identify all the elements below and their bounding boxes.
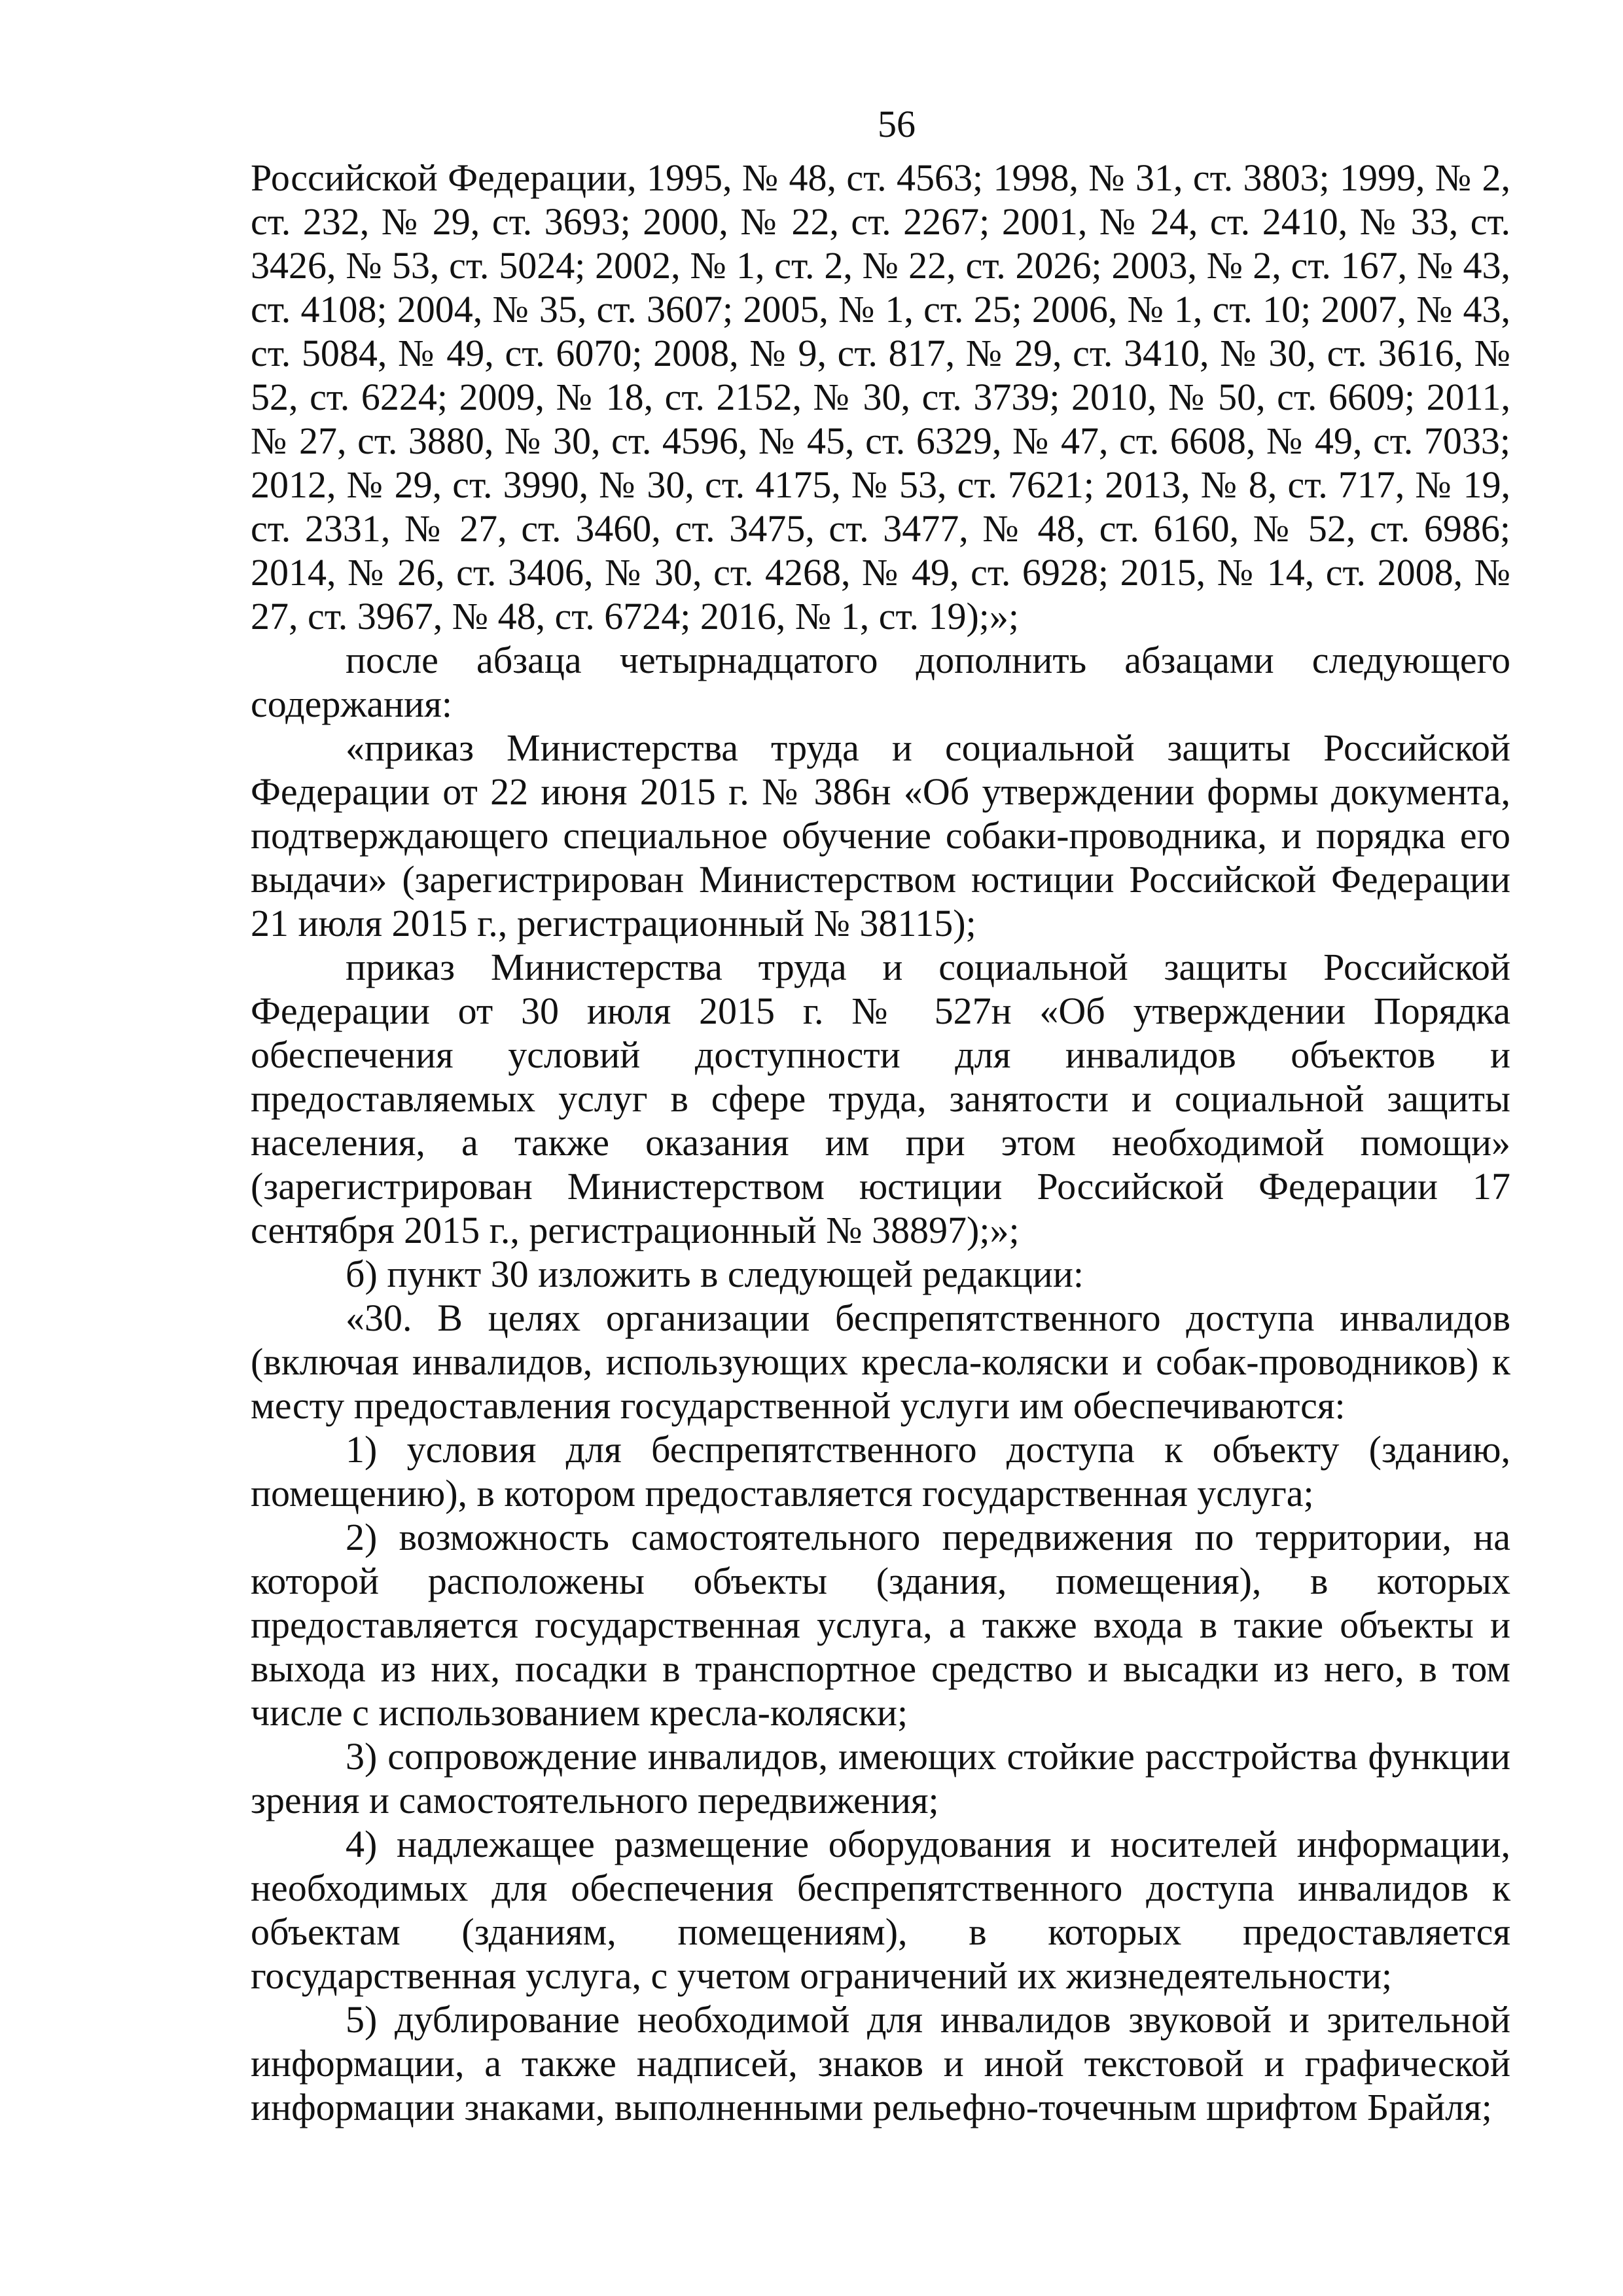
list-item-2: 2) возможность самостоятельного передвижения по территории, на которой расположены объекты (здания, помещения), в которых предоставляется государственная услуга, а также входа в такие объекты и выхода из них, посадки в транспортное средство и высадки из него, в том числе с использованием кресла-коляски; <box>251 1516 1510 1734</box>
list-item-4: 4) надлежащее размещение оборудования и носителей информации, необходимых для обеспечения беспрепятственного доступа инвалидов к объектам (зданиям, помещениям), в которых предоставляется государственная услуга, с учетом ограничений их жизнедеятельности; <box>251 1823 1510 1997</box>
paragraph-point-30-instruction: б) пункт 30 изложить в следующей редакции: <box>346 1253 1084 1295</box>
page-number: 56 <box>878 103 916 145</box>
paragraph-legislation-references: Российской Федерации, 1995, № 48, ст. 4563; 1998, № 31, ст. 3803; 1999, № 2, ст. 232, № 29, ст. 3693; 2000, № 22, ст. 2267; 2001, № 24, ст. 2410, № 33, ст. 3426, № 53, ст. 5024; 2002, № 1, ст. 2, № 22, ст. 2026; 2003, № 2, ст. 167, № 43, ст. 4108; 2004, № 35, ст. 3607; 2005, № 1, ст. 25; 2006, № 1, ст. 10; 2007, № 43, ст. 5084, № 49, ст. 6070; 2008, № 9, ст. 817, № 29, ст. 3410, № 30, ст. 3616, № 52, ст. 6224; 2009, № 18, ст. 2152, № 30, ст. 3739; 2010, № 50, ст. 6609; 2011, № 27, ст. 3880, № 30, ст. 4596, № 45, ст. 6329, № 47, ст. 6608, № 49, ст. 7033; 2012, № 29, ст. 3990, № 30, ст. 4175, № 53, ст. 7621; 2013, № 8, ст. 717, № 19, ст. 2331, № 27, ст. 3460, ст. 3475, ст. 3477, № 48, ст. 6160, № 52, ст. 6986; 2014, № 26, ст. 3406, № 30, ст. 4268, № 49, ст. 6928; 2015, № 14, ст. 2008, № 27, ст. 3967, № 48, ст. 6724; 2016, № 1, ст. 19);»; <box>251 156 1510 637</box>
paragraph-order-527n: приказ Министерства труда и социальной защиты Российской Федерации от 30 июля 2015 г. № 527н «Об утверждении Порядка обеспечения условий доступности для инвалидов объектов и предоставляемых услуг в сфере труда, занятости и социальной защиты населения, а также оказания им при этом необходимой помощи» (зарегистрирован Министерством юстиции Российской Федерации 17 сентября 2015 г., регистрационный № 38897);»; <box>251 946 1510 1251</box>
paragraph-point-30-intro: «30. В целях организации беспрепятственного доступа инвалидов (включая инвалидов, использующих кресла-коляски и собак-проводников) к месту предоставления государственной услуги им обеспечиваются: <box>251 1297 1510 1427</box>
list-item-5: 5) дублирование необходимой для инвалидов звуковой и зрительной информации, а также надписей, знаков и иной текстовой и графической информации знаками, выполненными рельефно-точечным шрифтом Брайля; <box>251 1998 1510 2128</box>
document-body <box>251 156 1510 2129</box>
list-item-1: 1) условия для беспрепятственного доступа к объекту (зданию, помещению), в котором предоставляется государственная услуга; <box>251 1428 1510 1515</box>
list-item-3: 3) сопровождение инвалидов, имеющих стойкие расстройства функции зрения и самостоятельного передвижения; <box>251 1735 1510 1821</box>
paragraph-amendment-instruction: после абзаца четырнадцатого дополнить абзацами следующего содержания: <box>251 639 1510 725</box>
paragraph-order-386n: «приказ Министерства труда и социальной защиты Российской Федерации от 22 июня 2015 г. № 386н «Об утверждении формы документа, подтверждающего специальное обучение собаки-проводника, и порядка его выдачи» (зарегистрирован Министерством юстиции Российской Федерации 21 июля 2015 г., регистрационный № 38115); <box>251 726 1510 944</box>
